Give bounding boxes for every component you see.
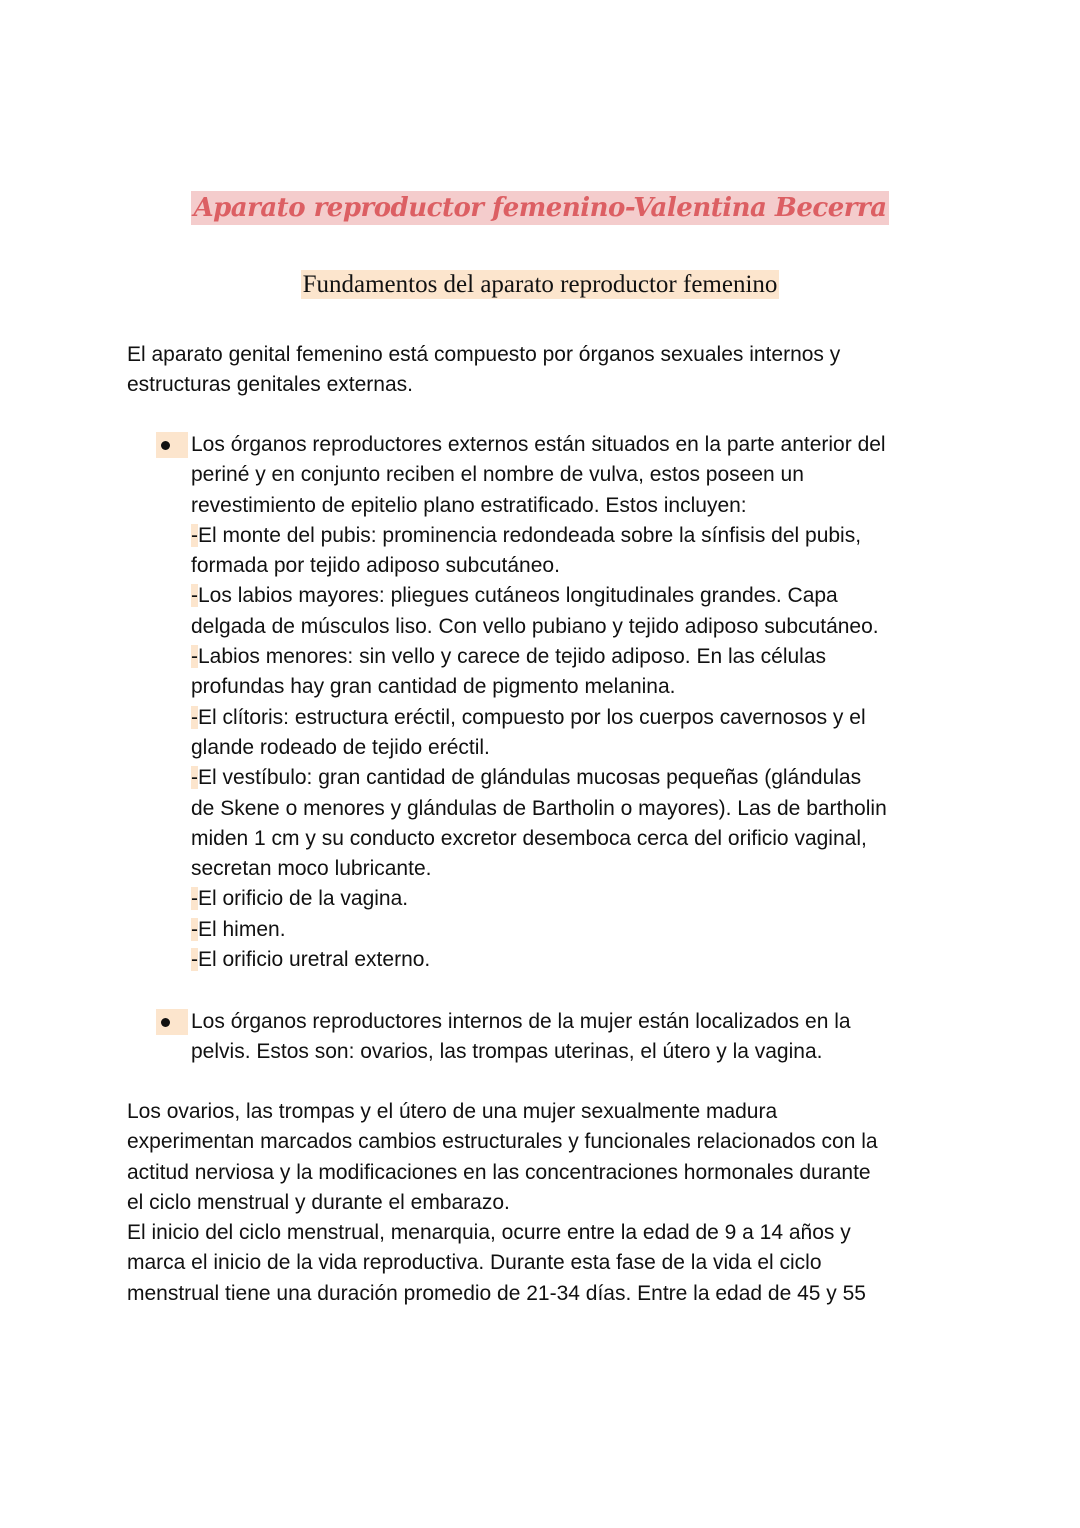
document-title — [0, 193, 1080, 223]
item-text: El monte del pubis: prominencia redondeada sobre la sínfisis del pubis, — [198, 523, 862, 547]
text-line: el ciclo menstrual y durante el embarazo. — [127, 1190, 510, 1214]
item-text: El vestíbulo: gran cantidad de glándulas mucosas pequeñas (glándulas — [198, 766, 862, 790]
text-line — [191, 551, 887, 581]
text-line — [191, 854, 887, 884]
dash-marker: - — [191, 645, 198, 669]
dash-marker: - — [191, 766, 198, 790]
text-line — [191, 733, 887, 763]
bullet-external-organs — [191, 430, 887, 975]
item-text: secretan moco lubricante. — [191, 857, 432, 881]
text-line: actitud nerviosa y la modificaciones en las concentraciones hormonales durante — [127, 1160, 871, 1184]
section-heading — [0, 271, 1080, 299]
text-line — [191, 824, 887, 854]
item-text: glande rodeado de tejido eréctil. — [191, 735, 490, 759]
intro-paragraph — [127, 340, 840, 401]
dash-marker: - — [191, 917, 198, 941]
text-line — [191, 612, 887, 642]
text-line: El aparato genital femenino está compuesto por órganos sexuales internos y — [127, 343, 841, 366]
list-item — [191, 703, 887, 733]
subtitle-text: Fundamentos del aparato reproductor femenino — [302, 271, 778, 298]
list-item — [191, 581, 887, 611]
bullet-icon — [156, 432, 188, 458]
item-text: Los labios mayores: pliegues cutáneos longitudinales grandes. Capa — [198, 584, 838, 608]
title-text: Aparato reproductor femenino-Valentina Becerra — [193, 193, 887, 223]
item-text: El orificio uretral externo. — [198, 948, 431, 972]
bullet-internal-organs — [191, 1007, 851, 1068]
text-line: Los ovarios, las trompas y el útero de una mujer sexualmente madura — [127, 1100, 778, 1123]
item-text: El clítoris: estructura eréctil, compuesto por los cuerpos cavernosos y el — [198, 705, 866, 729]
dash-marker: - — [191, 948, 198, 972]
dash-marker: - — [191, 523, 198, 547]
text-line: pelvis. Estos son: ovarios, las trompas uterinas, el útero y la vagina. — [191, 1040, 823, 1064]
item-text: miden 1 cm y su conducto excretor desemboca cerca del orificio vaginal, — [191, 826, 867, 850]
text-line: revestimiento de epitelio plano estratificado. Estos incluyen: — [191, 493, 747, 517]
text-line — [191, 672, 887, 702]
list-item — [191, 521, 887, 551]
item-text: Labios menores: sin vello y carece de tejido adiposo. En las células — [198, 645, 827, 669]
dash-marker: - — [191, 584, 198, 608]
item-text: El orificio de la vagina. — [198, 887, 409, 911]
item-text: de Skene o menores y glándulas de Bartholin o mayores). Las de bartholin — [191, 796, 887, 820]
item-text: delgada de músculos liso. Con vello pubiano y tejido adiposo subcutáneo. — [191, 614, 879, 638]
text-line: marca el inicio de la vida reproductiva. Durante esta fase de la vida el ciclo — [127, 1251, 822, 1275]
dash-marker: - — [191, 705, 198, 729]
list-item — [191, 915, 887, 945]
text-line — [191, 794, 887, 824]
item-text: El himen. — [198, 917, 286, 941]
text-line: estructuras genitales externas. — [127, 373, 413, 397]
list-item — [191, 884, 887, 914]
closing-paragraph — [127, 1097, 878, 1309]
text-line: experimentan marcados cambios estructurales y funcionales relacionados con la — [127, 1130, 878, 1154]
list-item — [191, 763, 887, 793]
item-text: formada por tejido adiposo subcutáneo. — [191, 554, 560, 578]
text-line: Los órganos reproductores externos están situados en la parte anterior del — [191, 433, 886, 456]
dash-marker: - — [191, 887, 198, 911]
item-text: profundas hay gran cantidad de pigmento melanina. — [191, 675, 676, 699]
text-line: periné y en conjunto reciben el nombre de vulva, estos poseen un — [191, 463, 804, 487]
text-line: Los órganos reproductores internos de la mujer están localizados en la — [191, 1010, 851, 1033]
bullet-icon — [156, 1009, 188, 1035]
list-item — [191, 945, 887, 975]
text-line: menstrual tiene una duración promedio de 21-34 días. Entre la edad de 45 y 55 — [127, 1281, 866, 1305]
list-item — [191, 642, 887, 672]
text-line: El inicio del ciclo menstrual, menarquia, ocurre entre la edad de 9 a 14 años y — [127, 1221, 851, 1245]
